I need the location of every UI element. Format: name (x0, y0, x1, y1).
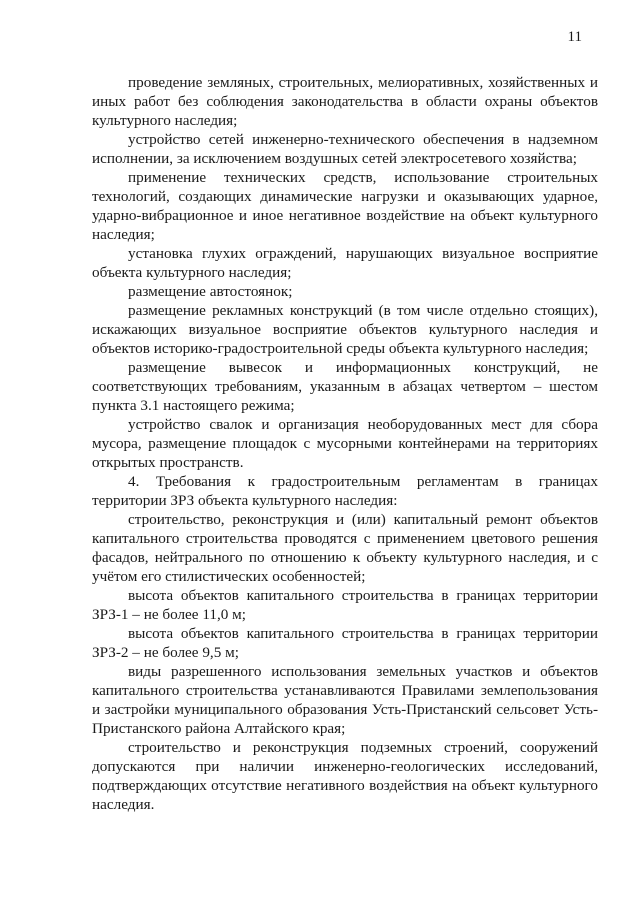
paragraph-fences: установка глухих ограждений, нарушающих визуальное восприятие объекта культурного наследия; (92, 245, 598, 281)
paragraph-waste: устройство свалок и организация необорудованных мест для сбора мусора, размещение площадок с мусорными контейнерами на территориях открытых пространств. (92, 416, 598, 471)
paragraph-land-use: виды разрешенного использования земельных участков и объектов капитального строительства устанавливаются Правилами землепользования и застройки муниципального образования Усть-Пристанский сельсовет Усть-Пристанского района Алтайского края; (92, 663, 598, 737)
paragraph-advertising: размещение рекламных конструкций (в том числе отдельно стоящих), искажающих визуальное восприятие объектов культурного наследия и объектов историко-градостроительной среды объекта культурного наследия; (92, 302, 598, 357)
paragraph-technical-means: применение технических средств, использование строительных технологий, создающих динамические нагрузки и оказывающих ударное, ударно-вибрационное и иное негативное воздействие на объект культурного наследия; (92, 169, 598, 243)
paragraph-parking: размещение автостоянок; (128, 283, 293, 300)
section-heading-4: 4. Требования к градостроительным регламентам в границах территории ЗРЗ объекта культурного наследия: (92, 473, 598, 509)
paragraph-height-zrz2: высота объектов капитального строительства в границах территории ЗРЗ-2 – не более 9,5 м; (92, 625, 598, 661)
document-body (92, 73, 598, 814)
paragraph-engineering-networks: устройство сетей инженерно-технического обеспечения в надземном исполнении, за исключением воздушных сетей электросетевого хозяйства; (92, 131, 598, 167)
paragraph-earthworks: проведение земляных, строительных, мелиоративных, хозяйственных и иных работ без соблюдения законодательства в области охраны объектов культурного наследия; (92, 74, 598, 129)
paragraph-underground: строительство и реконструкция подземных строений, сооружений допускаются при наличии инженерно-геологических исследований, подтверждающих отсутствие негативного воздействия на объект культурного наследия. (92, 739, 598, 813)
paragraph-height-zrz1: высота объектов капитального строительства в границах территории ЗРЗ-1 – не более 11,0 м; (92, 587, 598, 623)
paragraph-signage: размещение вывесок и информационных конструкций, не соответствующих требованиям, указанным в абзацах четвертом – шестом пункта 3.1 настоящего режима; (92, 359, 598, 414)
page-number: 11 (567, 29, 582, 45)
paragraph-facade-color: строительство, реконструкция и (или) капитальный ремонт объектов капитального строительства проводятся с применением цветового решения фасадов, нейтрального по отношению к объекту культурного наследия, и с учётом его стилистических особенностей; (92, 511, 598, 585)
